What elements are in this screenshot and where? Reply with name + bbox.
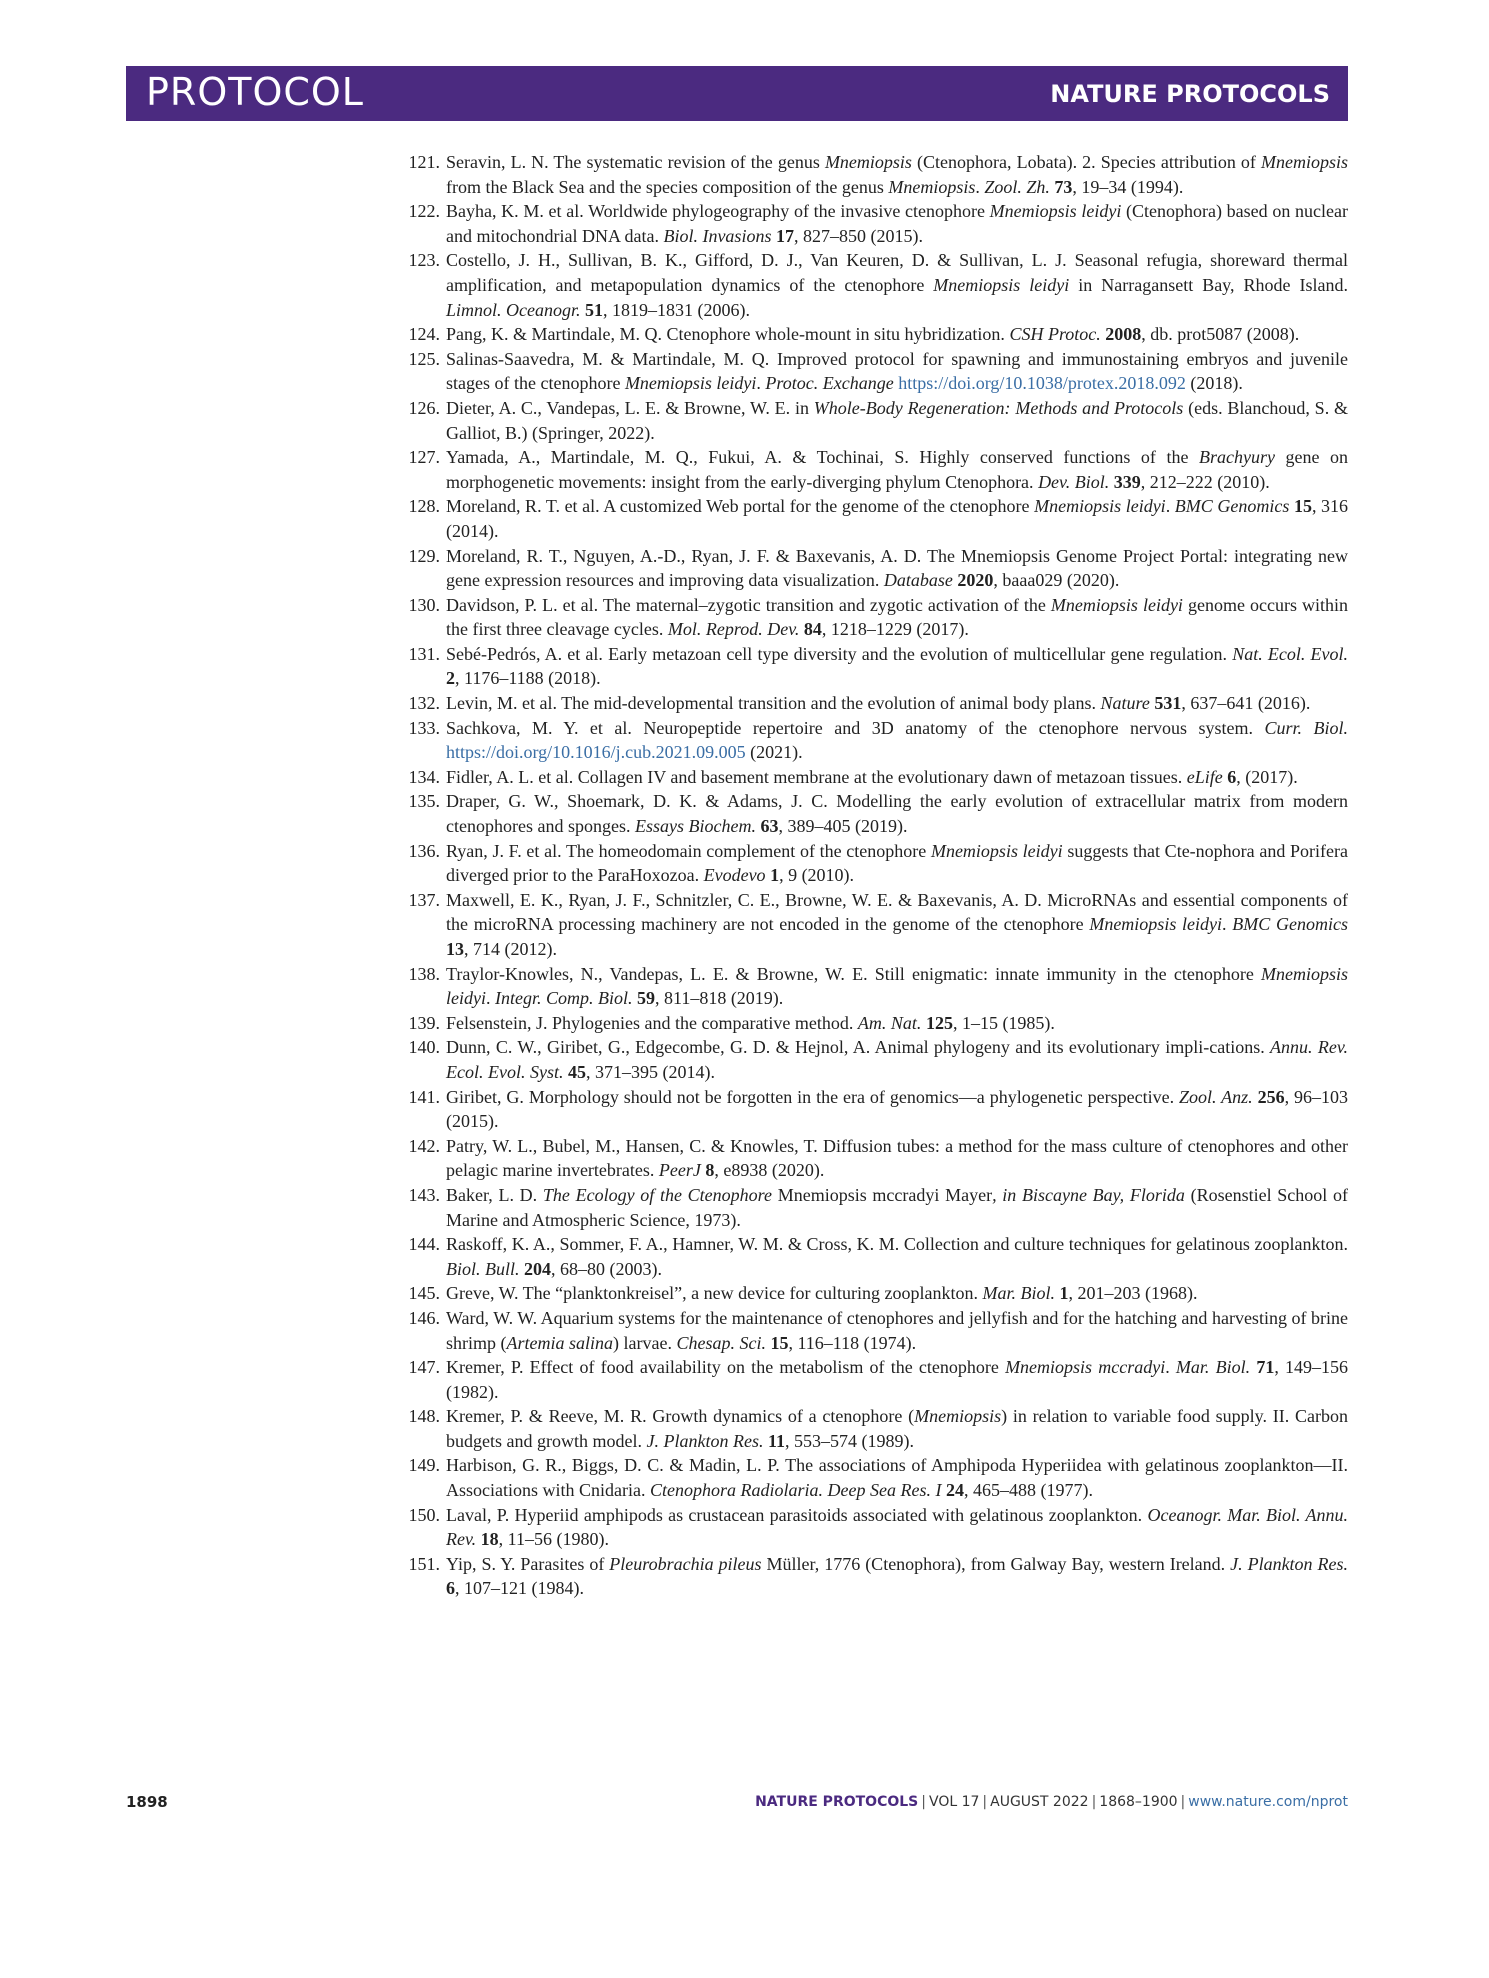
reference-text: Traylor-Knowles, N., Vandepas, L. E. & Browne, W. E. Still enigmatic: innate immunity in the ctenophore Mnemiopsis leidyi. Integr. Comp. Biol. 59, 811–818 (2019). bbox=[446, 963, 1348, 1009]
reference-number: 135. bbox=[408, 791, 440, 812]
reference-text: Fidler, A. L. et al. Collagen IV and basement membrane at the evolutionary dawn of metazoan tissues. eLife 6, (2017). bbox=[446, 766, 1298, 787]
reference-number: 131. bbox=[408, 643, 440, 664]
reference-text: Moreland, R. T. et al. A customized Web portal for the genome of the ctenophore Mnemiopsis leidyi. BMC Genomics 15, 316 (2014). bbox=[446, 496, 1349, 541]
reference-number: 151. bbox=[408, 1553, 440, 1574]
reference-item bbox=[390, 1404, 1348, 1453]
reference-text: Moreland, R. T., Nguyen, A.-D., Ryan, J. F. & Baxevanis, A. D. The Mnemiopsis Genome Project Portal: integrating new gene expression resources and improving data visualization. Database 2020, baaa029 (2020). bbox=[446, 545, 1348, 591]
reference-item bbox=[390, 888, 1348, 962]
reference-item bbox=[390, 1035, 1348, 1084]
footer-volume: VOL 17 bbox=[928, 1794, 980, 1810]
reference-item bbox=[390, 1011, 1348, 1036]
reference-text: Raskoff, K. A., Sommer, F. A., Hamner, W. M. & Cross, K. M. Collection and culture techniques for gelatinous zooplankton. Biol. Bull. 204, 68–80 (2003). bbox=[446, 1234, 1348, 1279]
reference-text: Salinas-Saavedra, M. & Martindale, M. Q. Improved protocol for spawning and immunostaining embryos and juvenile stages of the ctenophore Mnemiopsis leidyi. Protoc. Exchange https://doi.org/10.1038/protex.2018.092 (2018). bbox=[446, 348, 1348, 394]
reference-number: 128. bbox=[408, 496, 440, 517]
reference-text: Harbison, G. R., Biggs, D. C. & Madin, L. P. The associations of Amphipoda Hyperiidea with gelatinous zooplankton—II. Associations with Cnidaria. Ctenophora Radiolaria. Deep Sea Res. I 24, 465–488 (1977). bbox=[446, 1455, 1348, 1501]
reference-item bbox=[390, 593, 1348, 642]
reference-number: 134. bbox=[408, 766, 440, 787]
reference-text: Felsenstein, J. Phylogenies and the comparative method. Am. Nat. 125, 1–15 (1985). bbox=[446, 1012, 1055, 1033]
reference-item bbox=[390, 716, 1348, 765]
reference-number: 123. bbox=[408, 250, 440, 271]
reference-item bbox=[390, 691, 1348, 716]
reference-text: Pang, K. & Martindale, M. Q. Ctenophore whole-mount in situ hybridization. CSH Protoc. 2008, db. prot5087 (2008). bbox=[446, 324, 1300, 345]
journal-name: NATURE PROTOCOLS bbox=[1050, 80, 1330, 108]
reference-text: Baker, L. D. The Ecology of the Ctenophore Mnemiopsis mccradyi Mayer, in Biscayne Bay, Florida (Rosenstiel School of Marine and Atmospheric Science, 1973). bbox=[446, 1184, 1348, 1230]
reference-number: 147. bbox=[408, 1357, 440, 1378]
reference-text: Levin, M. et al. The mid-developmental transition and the evolution of animal body plans. Nature 531, 637–641 (2016). bbox=[446, 693, 1311, 714]
reference-item bbox=[390, 1355, 1348, 1404]
reference-item bbox=[390, 765, 1348, 790]
reference-text: Ward, W. W. Aquarium systems for the maintenance of ctenophores and jellyfish and for the hatching and harvesting of brine shrimp (Artemia salina) larvae. Chesap. Sci. 15, 116–118 (1974). bbox=[446, 1307, 1348, 1353]
section-label: PROTOCOL bbox=[146, 70, 364, 114]
reference-number: 150. bbox=[408, 1504, 440, 1525]
reference-number: 144. bbox=[408, 1234, 440, 1255]
footer-url[interactable]: www.nature.com/nprot bbox=[1188, 1794, 1348, 1810]
reference-list bbox=[390, 150, 1348, 1601]
reference-item bbox=[390, 445, 1348, 494]
reference-number: 148. bbox=[408, 1406, 440, 1427]
reference-text: Kremer, P. Effect of food availability on the metabolism of the ctenophore Mnemiopsis mccradyi. Mar. Biol. 71, 149–156 (1982). bbox=[446, 1357, 1349, 1402]
reference-text: Ryan, J. F. et al. The homeodomain complement of the ctenophore Mnemiopsis leidyi suggests that Cte-nophora and Porifera diverged prior to the ParaHoxozoa. Evodevo 1, 9 (2010). bbox=[446, 840, 1348, 886]
reference-number: 139. bbox=[408, 1012, 440, 1033]
reference-number: 122. bbox=[408, 201, 440, 222]
footer-journal: NATURE PROTOCOLS bbox=[755, 1794, 919, 1810]
reference-number: 133. bbox=[408, 717, 440, 738]
reference-number: 145. bbox=[408, 1283, 440, 1304]
header-bar bbox=[126, 66, 1348, 121]
reference-item bbox=[390, 347, 1348, 396]
footer-pages: 1868–1900 bbox=[1099, 1794, 1178, 1810]
reference-number: 141. bbox=[408, 1086, 440, 1107]
reference-number: 140. bbox=[408, 1037, 440, 1058]
reference-text: Maxwell, E. K., Ryan, J. F., Schnitzler, C. E., Browne, W. E. & Baxevanis, A. D. MicroRNAs and essential components of the microRNA processing machinery are not encoded in the genome of the ctenophore Mnemiopsis leidyi. BMC Genomics 13, 714 (2012). bbox=[446, 889, 1348, 959]
doi-link[interactable]: https://doi.org/10.1038/protex.2018.092 bbox=[898, 373, 1186, 394]
reference-number: 127. bbox=[408, 447, 440, 468]
reference-text: Costello, J. H., Sullivan, B. K., Gifford, D. J., Van Keuren, D. & Sullivan, L. J. Seasonal refugia, shoreward thermal amplification, and metapopulation dynamics of the ctenophore Mnemiopsis leidyi in Narragansett Bay, Rhode Island. Limnol. Oceanogr. 51, 1819–1831 (2006). bbox=[446, 250, 1348, 320]
reference-number: 137. bbox=[408, 889, 440, 910]
reference-item bbox=[390, 962, 1348, 1011]
reference-text: Sebé-Pedrós, A. et al. Early metazoan cell type diversity and the evolution of multicellular gene regulation. Nat. Ecol. Evol. 2, 1176–1188 (2018). bbox=[446, 643, 1348, 689]
reference-item bbox=[390, 150, 1348, 199]
reference-number: 136. bbox=[408, 840, 440, 861]
reference-number: 125. bbox=[408, 348, 440, 369]
reference-item bbox=[390, 494, 1348, 543]
reference-item bbox=[390, 1232, 1348, 1281]
reference-item bbox=[390, 544, 1348, 593]
reference-text: Patry, W. L., Bubel, M., Hansen, C. & Knowles, T. Diffusion tubes: a method for the mass culture of ctenophores and other pelagic marine invertebrates. PeerJ 8, e8938 (2020). bbox=[446, 1135, 1348, 1181]
reference-item bbox=[390, 1306, 1348, 1355]
reference-text: Laval, P. Hyperiid amphipods as crustacean parasitoids associated with gelatinous zooplankton. Oceanogr. Mar. Biol. Annu. Rev. 18, 11–56 (1980). bbox=[446, 1504, 1348, 1550]
reference-item bbox=[390, 789, 1348, 838]
reference-text: Dunn, C. W., Giribet, G., Edgecombe, G. D. & Hejnol, A. Animal phylogeny and its evolutionary impli-cations. Annu. Rev. Ecol. Evol. Syst. 45, 371–395 (2014). bbox=[446, 1037, 1348, 1082]
reference-number: 142. bbox=[408, 1135, 440, 1156]
reference-number: 130. bbox=[408, 594, 440, 615]
reference-text: Dieter, A. C., Vandepas, L. E. & Browne, W. E. in Whole-Body Regeneration: Methods and Protocols (eds. Blanchoud, S. & Galliot, B.) (Springer, 2022). bbox=[446, 397, 1348, 443]
reference-number: 124. bbox=[408, 324, 440, 345]
reference-number: 126. bbox=[408, 397, 440, 418]
reference-item bbox=[390, 1453, 1348, 1502]
reference-number: 143. bbox=[408, 1184, 440, 1205]
reference-number: 129. bbox=[408, 545, 440, 566]
reference-number: 138. bbox=[408, 963, 440, 984]
reference-item bbox=[390, 248, 1348, 322]
reference-item bbox=[390, 1085, 1348, 1134]
reference-text: Kremer, P. & Reeve, M. R. Growth dynamics of a ctenophore (Mnemiopsis) in relation to variable food supply. II. Carbon budgets and growth model. J. Plankton Res. 11, 553–574 (1989). bbox=[446, 1406, 1348, 1451]
reference-item bbox=[390, 1503, 1348, 1552]
reference-text: Greve, W. The “planktonkreisel”, a new device for culturing zooplankton. Mar. Biol. 1, 201–203 (1968). bbox=[446, 1283, 1198, 1304]
reference-text: Draper, G. W., Shoemark, D. K. & Adams, J. C. Modelling the early evolution of extracellular matrix from modern ctenophores and sponges. Essays Biochem. 63, 389–405 (2019). bbox=[446, 791, 1348, 837]
reference-text: Giribet, G. Morphology should not be forgotten in the era of genomics—a phylogenetic perspective. Zool. Anz. 256, 96–103 (2015). bbox=[446, 1086, 1349, 1132]
reference-item bbox=[390, 1183, 1348, 1232]
reference-item bbox=[390, 199, 1348, 248]
reference-number: 121. bbox=[408, 152, 440, 172]
reference-text: Yamada, A., Martindale, M. Q., Fukui, A. & Tochinai, S. Highly conserved functions of the Brachyury gene on morphogenetic movements: insight from the early-diverging phylum Ctenophora. Dev. Biol. 339, 212–222 (2010). bbox=[446, 447, 1348, 492]
reference-item bbox=[390, 1281, 1348, 1306]
reference-item bbox=[390, 322, 1348, 347]
reference-item bbox=[390, 642, 1348, 691]
reference-text: Bayha, K. M. et al. Worldwide phylogeography of the invasive ctenophore Mnemiopsis leidyi (Ctenophora) based on nuclear and mitochondrial DNA data. Biol. Invasions 17, 827–850 (2015). bbox=[446, 201, 1348, 246]
page-number: 1898 bbox=[126, 1793, 168, 1811]
reference-item bbox=[390, 396, 1348, 445]
reference-text: Yip, S. Y. Parasites of Pleurobrachia pileus Müller, 1776 (Ctenophora), from Galway Bay, western Ireland. J. Plankton Res. 6, 107–121 (1984). bbox=[446, 1553, 1348, 1599]
footer-date: AUGUST 2022 bbox=[990, 1794, 1089, 1810]
footer-citation: NATURE PROTOCOLS | VOL 17 | AUGUST 2022 | 1868–1900 | www.nature.com/nprot bbox=[755, 1794, 1348, 1810]
reference-text: Davidson, P. L. et al. The maternal–zygotic transition and zygotic activation of the Mnemiopsis leidyi genome occurs within the first three cleavage cycles. Mol. Reprod. Dev. 84, 1218–1229 (2017). bbox=[446, 594, 1348, 640]
doi-link[interactable]: https://doi.org/10.1016/j.cub.2021.09.005 bbox=[446, 742, 746, 763]
reference-text: Seravin, L. N. The systematic revision of the genus Mnemiopsis (Ctenophora, Lobata). 2. Species attribution of Mnemiopsis from the Black Sea and the species composition of the genus Mnemiopsis. Zool. Zh. 73, 19–34 (1994). bbox=[446, 152, 1348, 197]
reference-item bbox=[390, 1552, 1348, 1601]
reference-number: 146. bbox=[408, 1307, 440, 1328]
reference-number: 149. bbox=[408, 1455, 440, 1476]
reference-text: Sachkova, M. Y. et al. Neuropeptide repertoire and 3D anatomy of the ctenophore nervous system. Curr. Biol. https://doi.org/10.1016/j.cub.2021.09.005 (2021). bbox=[446, 717, 1348, 763]
reference-number: 132. bbox=[408, 693, 440, 714]
reference-item bbox=[390, 1134, 1348, 1183]
reference-item bbox=[390, 839, 1348, 888]
